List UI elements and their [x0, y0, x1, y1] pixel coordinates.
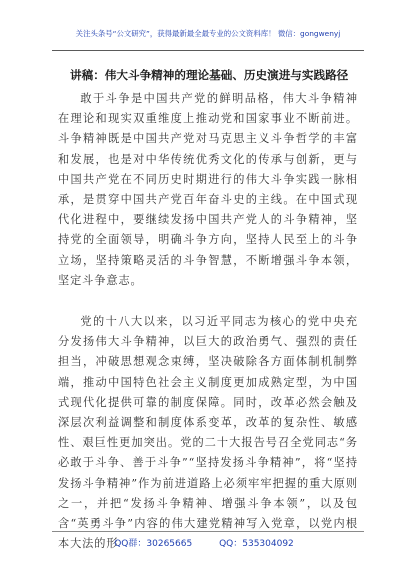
header-banner: 关注头条号“公文研究”，获得最新最全最专业的公文资料库！ 微信：gongwenyj [52, 20, 364, 51]
document-title: 讲稿：伟大斗争精神的理论基础、历史演进与实践路径 [70, 68, 349, 82]
footer-qq-group: QQ群：30265665 [114, 539, 193, 549]
paragraph-1: 敢于斗争是中国共产党的鲜明品格，伟大斗争精神在理论和现实双重维度上推动党和国家事业不断前进。斗争精神既是中国共产党对马克思主义斗争哲学的丰富和发展，也是对中华传统优秀文化的传承与创新，更与中国共产党在不同历史时期进行的伟大斗争实践一脉相承，是贯穿中国共产党百年奋斗史的主线。在中国式现代化进程中，要继续发扬中国共产党人的斗争精神，坚持党的全面领导，明确斗争方向，坚持人民至上的斗争立场，坚持策略灵活的斗争智慧，不断增强斗争本领，坚定斗争意志。 [58, 92, 358, 287]
footer [0, 532, 408, 556]
paragraph-2: 党的十八大以来，以习近平同志为核心的党中央充分发扬伟大斗争精神，以巨大的政治勇气、强烈的责任担当，冲破思想观念束缚，坚决破除各方面体制机制弊端，推动中国特色社会主义制度更加成熟定型，为中国式现代化提供可靠的制度保障。同时，改革必然会触及深层次利益调整和制度体系变革，改革的复杂性、敏感性、艰巨性更加突出。党的二十大报告号召全党同志“务必敢于斗争、善于斗争”“坚持发扬斗争精神”，将“坚持发扬斗争精神”作为前进道路上必须牢牢把握的重大原则之一，并把“发扬斗争精神、增强斗争本领”，以及包含“英勇斗争”内容的伟大建党精神写入党章，以党内根本大法的形 [58, 315, 358, 551]
footer-qq: QQ：535304092 [219, 539, 294, 549]
